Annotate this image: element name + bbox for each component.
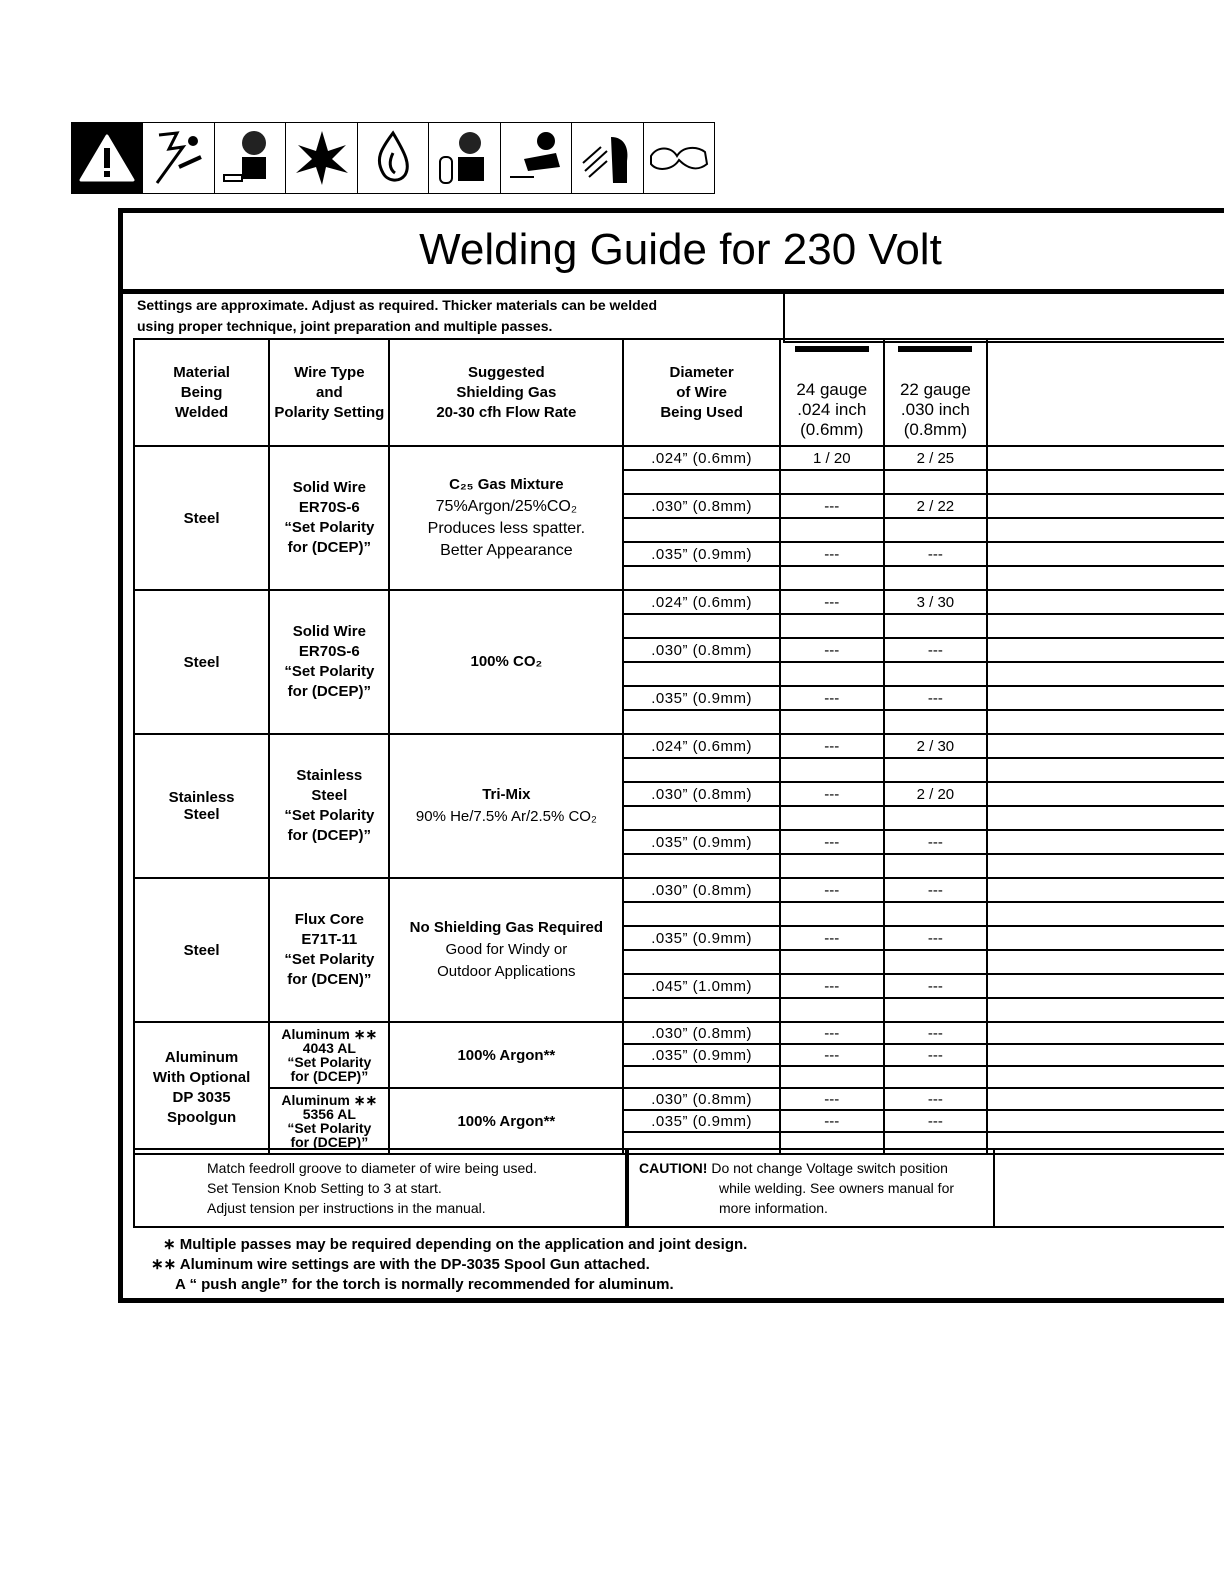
extra-column <box>987 494 1224 518</box>
blank-cell <box>780 998 884 1022</box>
extra-column <box>987 518 1224 542</box>
wire-header <box>269 339 389 446</box>
footer-box <box>133 1148 1213 1226</box>
diameter-cell: .030” (0.8mm) <box>623 782 780 806</box>
blank-cell <box>780 566 884 590</box>
instruction-line: Adjust tension per instructions in the manual. <box>207 1200 486 1216</box>
cell-line: Spoolgun <box>167 1109 237 1126</box>
cell-line: Steel <box>311 787 348 804</box>
blank-cell <box>623 998 780 1022</box>
cell-line: Material <box>173 363 230 381</box>
cell-line: “Set Polarity <box>284 951 375 968</box>
extra-column <box>987 806 1224 830</box>
extra-column <box>987 662 1224 686</box>
footnote: ∗ Multiple passes may be required depending on the application and joint design. <box>163 1236 748 1253</box>
gauge24-value: --- <box>780 1110 884 1132</box>
gauge22-value: --- <box>884 542 988 566</box>
diameter-cell: .030” (0.8mm) <box>623 1022 780 1044</box>
cell-line: 75%Argon/25%CO₂ <box>435 498 578 515</box>
diameter-cell: .035” (0.9mm) <box>623 830 780 854</box>
diameter-cell: .035” (0.9mm) <box>623 542 780 566</box>
gauge-header-g24 <box>780 339 884 446</box>
blank-cell <box>623 470 780 494</box>
cell-line: Good for Windy or <box>445 941 568 958</box>
extra-column <box>987 638 1224 662</box>
gauge22-value: 2 / 25 <box>884 446 988 470</box>
gauge-bar <box>795 346 869 352</box>
extra-column <box>987 1066 1224 1088</box>
cell-line: Polarity Setting <box>274 403 385 421</box>
gauge24-value: --- <box>780 734 884 758</box>
extra-column <box>987 758 1224 782</box>
cell-line: Stainless <box>296 767 363 784</box>
gauge24-value: --- <box>780 1088 884 1110</box>
gauge22-value: 2 / 30 <box>884 734 988 758</box>
cell-line: “Set Polarity <box>284 663 375 680</box>
cell-line: for (DCEP)” <box>290 1068 369 1084</box>
material-cell: Steel <box>134 878 269 1022</box>
gauge24-value: --- <box>780 590 884 614</box>
blank-cell <box>780 662 884 686</box>
footer-side-box <box>993 1148 1224 1228</box>
settings-note-line: Settings are approximate. Adjust as required. Thicker materials can be welded <box>137 297 657 313</box>
extra-column <box>987 878 1224 902</box>
cell-line: Aluminum ∗∗ <box>281 1092 378 1108</box>
gauge24-value: --- <box>780 1044 884 1066</box>
gauge22-value: --- <box>884 830 988 854</box>
cell-line: 4043 AL <box>302 1040 356 1056</box>
explosion-icon <box>286 123 357 193</box>
material-cell: Steel <box>134 446 269 590</box>
table-row <box>134 446 1224 470</box>
gas-cell: 100% Argon** <box>389 1022 623 1088</box>
extra-column <box>987 974 1224 998</box>
gauge24-value: --- <box>780 1022 884 1044</box>
cell-line: .024 inch <box>797 400 867 419</box>
cell-line: for (DCEN)” <box>287 971 372 988</box>
page-title: Welding Guide for 230 Volt <box>419 225 942 274</box>
cell-line: Solid Wire <box>292 623 366 640</box>
blank-cell <box>780 518 884 542</box>
welding-guide-frame <box>118 208 1224 1303</box>
cell-line: Solid Wire <box>292 479 366 496</box>
gauge22-value: 2 / 22 <box>884 494 988 518</box>
blank-cell <box>780 902 884 926</box>
cell-line: E71T-11 <box>301 931 358 948</box>
gauge22-value: --- <box>884 974 988 998</box>
gauge24-value: --- <box>780 638 884 662</box>
cell-line: for (DCEP)” <box>287 683 371 700</box>
gauge24-value: --- <box>780 830 884 854</box>
cell-line: (0.8mm) <box>903 420 968 439</box>
cell-line: 5356 AL <box>302 1106 356 1122</box>
cell-line: Outdoor Applications <box>437 963 576 980</box>
diameter-cell: .030” (0.8mm) <box>623 878 780 902</box>
extra-column <box>987 470 1224 494</box>
material-cell <box>134 734 269 878</box>
extra-column <box>987 446 1224 470</box>
cell-line: for (DCEP)” <box>287 539 371 556</box>
extra-column <box>987 734 1224 758</box>
cell-line: ER70S-6 <box>298 499 360 516</box>
gauge22-value: --- <box>884 1022 988 1044</box>
instruction-line: Set Tension Knob Setting to 3 at start. <box>207 1180 442 1196</box>
gauge22-value: --- <box>884 638 988 662</box>
gas-cell <box>389 878 623 1022</box>
caution-line: while welding. See owners manual for <box>719 1180 955 1196</box>
cell-line: for (DCEP)” <box>287 827 371 844</box>
cell-line: (0.6mm) <box>800 420 864 439</box>
gauge24-value: --- <box>780 542 884 566</box>
cell-line: 22 gauge <box>899 380 971 399</box>
extra-column <box>987 1044 1224 1066</box>
extra-column <box>987 1088 1224 1110</box>
instruction-line: Match feedroll groove to diameter of wire being used. <box>207 1160 537 1176</box>
extra-column <box>987 950 1224 974</box>
cell-line: “Set Polarity <box>287 1054 372 1070</box>
caution-line: Do not change Voltage switch position <box>711 1160 948 1176</box>
blank-cell <box>780 758 884 782</box>
blank-cell <box>884 470 988 494</box>
cell-line: Shielding Gas <box>456 383 557 401</box>
extra-column <box>987 854 1224 878</box>
table-row <box>134 590 1224 614</box>
gauge22-value: --- <box>884 1110 988 1132</box>
note-side-box <box>783 294 1224 343</box>
blank-cell <box>780 806 884 830</box>
gauge-bar <box>898 346 972 352</box>
table-row <box>134 734 1224 758</box>
extra-column <box>987 830 1224 854</box>
gauge22-value: --- <box>884 926 988 950</box>
cell-line: 20-30 cfh Flow Rate <box>436 403 577 421</box>
cell-line: Welded <box>175 403 229 421</box>
gauge22-value: 3 / 30 <box>884 590 988 614</box>
gauge24-value: --- <box>780 494 884 518</box>
caution-box <box>627 1148 995 1228</box>
table-row <box>134 878 1224 902</box>
material-cell <box>134 1022 269 1154</box>
cell-line: “Set Polarity <box>284 519 375 536</box>
cell-line: Diameter <box>669 363 734 381</box>
diameter-cell: .035” (0.9mm) <box>623 686 780 710</box>
blank-cell <box>884 662 988 686</box>
diameter-cell: .035” (0.9mm) <box>623 1044 780 1066</box>
diameter-cell: .030” (0.8mm) <box>623 1088 780 1110</box>
blank-cell <box>884 1066 988 1088</box>
cell-line: ER70S-6 <box>298 643 360 660</box>
gauge24-value: --- <box>780 974 884 998</box>
blank-cell <box>623 950 780 974</box>
extra-column <box>987 902 1224 926</box>
diameter-header <box>623 339 780 446</box>
extra-column <box>987 710 1224 734</box>
table-row <box>134 1088 1224 1110</box>
extra-column <box>987 782 1224 806</box>
blank-cell <box>623 662 780 686</box>
blank-cell <box>623 518 780 542</box>
extra-column <box>987 1022 1224 1044</box>
cylinder-icon <box>429 123 500 193</box>
blank-cell <box>884 614 988 638</box>
settings-note-line: using proper technique, joint preparation and multiple passes. <box>137 318 553 334</box>
footnote: A “ push angle” for the torch is normally recommended for aluminum. <box>175 1276 674 1293</box>
cell-line: “Set Polarity <box>284 807 375 824</box>
cell-line: for (DCEP)” <box>290 1134 369 1150</box>
footnotes <box>151 1235 748 1295</box>
extra-column <box>987 566 1224 590</box>
cell-line: Aluminum ∗∗ <box>281 1026 378 1042</box>
diameter-cell: .035” (0.9mm) <box>623 1110 780 1132</box>
extra-column <box>987 1110 1224 1132</box>
gauge22-value: --- <box>884 1088 988 1110</box>
gauge22-value: --- <box>884 1044 988 1066</box>
blank-cell <box>884 854 988 878</box>
blank-cell <box>884 758 988 782</box>
gauge22-value: --- <box>884 878 988 902</box>
extra-column <box>987 998 1224 1022</box>
header-row <box>134 339 1224 446</box>
cell-line: Being <box>180 383 223 401</box>
blank-cell <box>884 566 988 590</box>
blank-cell <box>884 806 988 830</box>
cell-line: and <box>315 383 343 401</box>
arc-rays-icon <box>572 123 643 193</box>
blank-cell <box>623 902 780 926</box>
gas-header <box>389 339 623 446</box>
feedroll-instructions <box>133 1148 627 1228</box>
cell-line: 24 gauge <box>796 380 868 399</box>
cell-line: Aluminum <box>164 1049 239 1066</box>
blank-cell <box>623 758 780 782</box>
warning-icon-strip <box>71 122 715 194</box>
blank-cell <box>623 614 780 638</box>
blank-cell <box>884 518 988 542</box>
wire-cell <box>269 1088 389 1154</box>
cell-line: Steel <box>183 806 220 823</box>
diameter-cell: .024” (0.6mm) <box>623 446 780 470</box>
cell-line: of Wire <box>676 383 727 401</box>
blank-cell <box>623 854 780 878</box>
fire-icon <box>358 123 429 193</box>
cell-line: Produces less spatter. <box>427 520 586 537</box>
gauge24-value: --- <box>780 782 884 806</box>
diameter-cell: .035” (0.9mm) <box>623 926 780 950</box>
gauge-header-g22 <box>884 339 988 446</box>
extra-column <box>987 614 1224 638</box>
wire-cell <box>269 446 389 590</box>
cell-line: 90% He/7.5% Ar/2.5% CO₂ <box>415 808 597 825</box>
blank-cell <box>884 710 988 734</box>
gauge22-value: 2 / 20 <box>884 782 988 806</box>
cell-line: Stainless <box>168 789 235 806</box>
gauge24-value: --- <box>780 686 884 710</box>
gas-cell <box>389 446 623 590</box>
blank-cell <box>780 950 884 974</box>
cell-line: Better Appearance <box>440 542 573 559</box>
blank-cell <box>780 1066 884 1088</box>
gas-title: 100% CO₂ <box>470 653 543 670</box>
material-header <box>134 339 269 446</box>
blank-cell <box>623 566 780 590</box>
diameter-cell: .030” (0.8mm) <box>623 638 780 662</box>
gas-cell: 100% Argon** <box>389 1088 623 1154</box>
extra-column <box>987 590 1224 614</box>
electric-shock-icon <box>143 123 214 193</box>
blank-cell <box>884 950 988 974</box>
hot-parts-icon <box>501 123 572 193</box>
material-cell: Steel <box>134 590 269 734</box>
cell-line: Suggested <box>468 363 545 381</box>
extra-column <box>987 339 1224 446</box>
gas-cell <box>389 734 623 878</box>
cell-line: Wire Type <box>294 363 365 381</box>
extra-column <box>987 686 1224 710</box>
diameter-cell: .024” (0.6mm) <box>623 590 780 614</box>
wire-cell <box>269 734 389 878</box>
extra-column <box>987 542 1224 566</box>
wire-cell <box>269 1022 389 1088</box>
blank-cell <box>780 470 884 494</box>
cell-line: Flux Core <box>294 911 364 928</box>
settings-table <box>133 338 1224 1155</box>
gauge24-value: --- <box>780 878 884 902</box>
cell-line: Being Used <box>660 403 743 421</box>
wire-cell <box>269 590 389 734</box>
blank-cell <box>623 806 780 830</box>
blank-cell <box>623 710 780 734</box>
gas-cell <box>389 590 623 734</box>
footnote: ∗∗ Aluminum wire settings are with the DP-3035 Spool Gun attached. <box>151 1256 650 1273</box>
gauge24-value: 1 / 20 <box>780 446 884 470</box>
cell-line: .030 inch <box>900 400 970 419</box>
caution-line: more information. <box>719 1200 828 1216</box>
gas-title: No Shielding Gas Required <box>409 919 604 936</box>
diameter-cell: .024” (0.6mm) <box>623 734 780 758</box>
blank-cell <box>780 854 884 878</box>
gas-title: C₂₅ Gas Mixture <box>449 476 564 493</box>
gas-title: Tri-Mix <box>482 786 531 803</box>
blank-cell <box>780 614 884 638</box>
extra-column <box>987 926 1224 950</box>
diameter-cell: .030” (0.8mm) <box>623 494 780 518</box>
cell-line: With Optional <box>152 1069 251 1086</box>
caution-label: CAUTION! <box>639 1160 708 1176</box>
gauge22-value: --- <box>884 686 988 710</box>
cell-line: “Set Polarity <box>287 1120 372 1136</box>
diameter-cell: .045” (1.0mm) <box>623 974 780 998</box>
blank-cell <box>884 902 988 926</box>
fumes-icon <box>215 123 286 193</box>
blank-cell <box>623 1066 780 1088</box>
wire-cell <box>269 878 389 1022</box>
table-row <box>134 1022 1224 1044</box>
warning-triangle-icon <box>72 123 143 193</box>
settings-note <box>137 295 657 337</box>
cell-line: DP 3035 <box>172 1089 231 1106</box>
gauge24-value: --- <box>780 926 884 950</box>
blank-cell <box>780 710 884 734</box>
blank-cell <box>884 998 988 1022</box>
safety-glasses-icon <box>644 123 714 193</box>
